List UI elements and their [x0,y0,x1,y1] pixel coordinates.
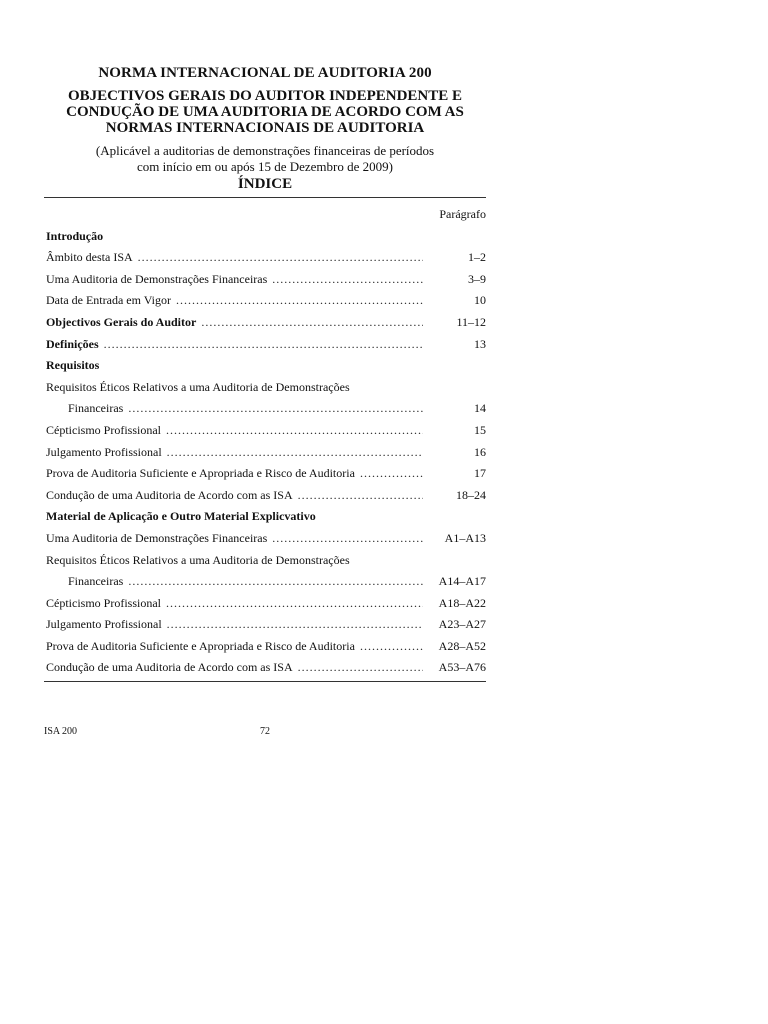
footer-doc-reference: ISA 200 [44,726,78,737]
document-title: NORMA INTERNACIONAL DE AUDITORIA 200 [98,65,432,81]
toc-entry-paragraph: A53–A76 [438,660,486,675]
toc-entry[interactable] [46,571,486,593]
toc-entry-label: Cépticismo Profissional [46,595,161,610]
toc-entry-label: Condução de uma Auditoria de Acordo com as ISA [46,660,293,675]
toc-entry-label: Julgamento Profissional [46,444,162,459]
dot-leader [166,593,423,615]
toc-entry[interactable] [46,614,486,636]
toc-entry-label: Financeiras [68,574,124,589]
toc-entry-paragraph: A28–A52 [438,638,486,653]
dot-leader [167,442,423,464]
toc-entry-paragraph: 3–9 [468,271,486,286]
toc-entry-first-line[interactable]: Requisitos Éticos Relativos a uma Auditoria de Demonstrações [46,379,350,394]
paragraph-column-header: Parágrafo [439,207,486,221]
toc-entry-paragraph: 11–12 [456,314,486,329]
toc-entry[interactable] [46,463,486,485]
toc-entry-paragraph: 17 [474,466,486,481]
footer-page-number: 72 [260,726,270,737]
applicability-line: (Aplicável a auditorias de demonstrações financeiras de períodos [95,143,435,158]
toc-entry[interactable] [46,442,486,464]
top-divider [44,197,486,198]
dot-leader [298,485,423,507]
toc-entry-label: Objectivos Gerais do Auditor [46,314,197,329]
toc-entry-paragraph: A23–A27 [438,617,486,632]
toc-entry[interactable] [46,290,486,312]
toc-entry-label: Julgamento Profissional [46,617,162,632]
toc-entry-label: Prova de Auditoria Suficiente e Apropriada e Risco de Auditoria [46,638,355,653]
toc-entry[interactable] [46,593,486,615]
dot-leader [298,657,423,679]
toc-entry-paragraph: 10 [474,293,486,308]
toc-entry-paragraph: A1–A13 [444,530,486,545]
bottom-divider [44,681,486,682]
toc-entry-label: Financeiras [68,401,124,416]
toc-entry-paragraph: 13 [474,336,486,351]
subtitle-line: NORMAS INTERNACIONAIS DE AUDITORIA [105,120,425,136]
toc-entry[interactable] [46,485,486,507]
dot-leader [360,463,423,485]
subtitle-line: CONDUÇÃO DE UMA AUDITORIA DE ACORDO COM AS [66,104,464,120]
toc-entry[interactable] [46,420,486,442]
toc-entry-label: Prova de Auditoria Suficiente e Apropriada e Risco de Auditoria [46,466,355,481]
toc-entry[interactable] [46,269,486,291]
toc-entry[interactable] [46,247,486,269]
toc-entry[interactable] [46,398,486,420]
toc-entry-first-line[interactable]: Requisitos Éticos Relativos a uma Auditoria de Demonstrações [46,552,350,567]
dot-leader [201,312,423,334]
toc-entry-label: Definições [46,336,99,351]
toc-entry[interactable] [46,657,486,679]
toc-entry-paragraph: A18–A22 [438,595,486,610]
dot-leader [128,398,423,420]
toc-entry-paragraph: 16 [474,444,486,459]
dot-leader [166,420,423,442]
section-heading-introduction: Introdução [46,228,104,243]
subtitle-line: OBJECTIVOS GERAIS DO AUDITOR INDEPENDENTE E [67,88,463,104]
dot-leader [176,290,423,312]
toc-entry-paragraph: 14 [474,401,486,416]
toc-entry-paragraph: 18–24 [456,487,486,502]
toc-entry-label: Âmbito desta ISA [46,250,133,265]
title-block [44,64,486,175]
toc-entry-paragraph: 1–2 [468,250,486,265]
table-of-contents [46,204,486,679]
applicability-note [44,143,486,175]
toc-entry[interactable] [46,636,486,658]
dot-leader [104,334,423,356]
document-subtitle [44,88,486,136]
applicability-line: com início em ou após 15 de Dezembro de 2009) [137,159,393,174]
toc-entry-label: Uma Auditoria de Demonstrações Financeiras [46,530,268,545]
toc-entry-label: Condução de uma Auditoria de Acordo com as ISA [46,487,293,502]
toc-entry-label: Data de Entrada em Vigor [46,293,172,308]
dot-leader [167,614,423,636]
section-heading-application-material: Material de Aplicação e Outro Material Explicvativo [46,509,316,524]
toc-entry-definitions[interactable] [46,334,486,356]
toc-entry-label: Uma Auditoria de Demonstrações Financeiras [46,271,268,286]
toc-entry-paragraph: A14–A17 [438,574,486,589]
dot-leader [272,269,423,291]
dot-leader [128,571,423,593]
dot-leader [360,636,423,658]
toc-entry-label: Cépticismo Profissional [46,422,161,437]
toc-entry-objectives[interactable] [46,312,486,334]
dot-leader [272,528,423,550]
index-heading: ÍNDICE [237,176,293,192]
toc-entry[interactable] [46,528,486,550]
dot-leader [138,247,423,269]
section-heading-requirements: Requisitos [46,358,100,373]
toc-entry-paragraph: 15 [474,422,486,437]
